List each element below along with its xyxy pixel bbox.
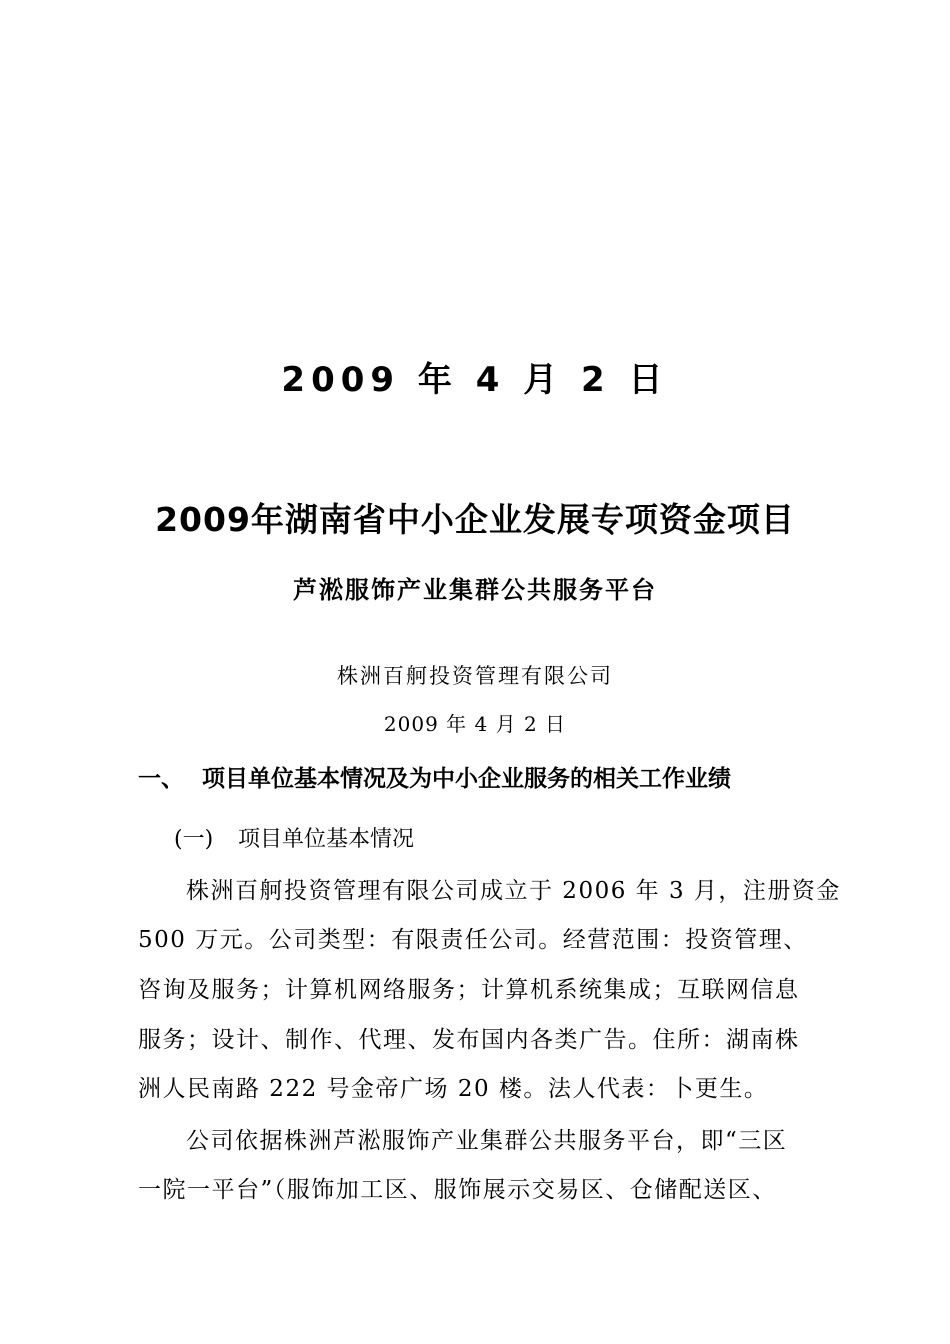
section-title: 项目单位基本情况及为中小企业服务的相关工作业绩: [202, 766, 731, 792]
paragraph-line: 公司依据株洲芦淞服饰产业集群公共服务平台，即“三区: [186, 1128, 788, 1154]
document-title: 2009年湖南省中小企业发展专项资金项目: [155, 500, 795, 539]
paragraph-line: 咨询及服务；计算机网络服务；计算机系统集成；互联网信息: [138, 977, 800, 1003]
company-name: 株洲百舸投资管理有限公司: [337, 664, 613, 688]
section-number: 一、: [138, 766, 184, 792]
paragraph-line: 株洲百舸投资管理有限公司成立于 2006 年 3 月，注册资金: [186, 878, 841, 904]
subsection-heading: [174, 822, 414, 853]
section-heading: [138, 760, 731, 793]
cover-date: 2009 年 4 月 2 日: [281, 360, 669, 400]
subsection-number: (一): [174, 827, 214, 852]
paragraph-line: 500 万元。公司类型：有限责任公司。经营范围：投资管理、: [138, 927, 808, 953]
paragraph-line: 洲人民南路 222 号金帝广场 20 楼。法人代表：卜更生。: [138, 1076, 769, 1102]
paragraph-line: 一院一平台”（服饰加工区、服饰展示交易区、仓储配送区、: [138, 1177, 777, 1203]
document-subtitle: 芦淞服饰产业集群公共服务平台: [293, 576, 657, 604]
paragraph-line: 服务；设计、制作、代理、发布国内各类广告。住所：湖南株: [138, 1027, 800, 1053]
subsection-title: 项目单位基本情况: [238, 827, 415, 852]
document-date: 2009 年 4 月 2 日: [383, 712, 567, 736]
